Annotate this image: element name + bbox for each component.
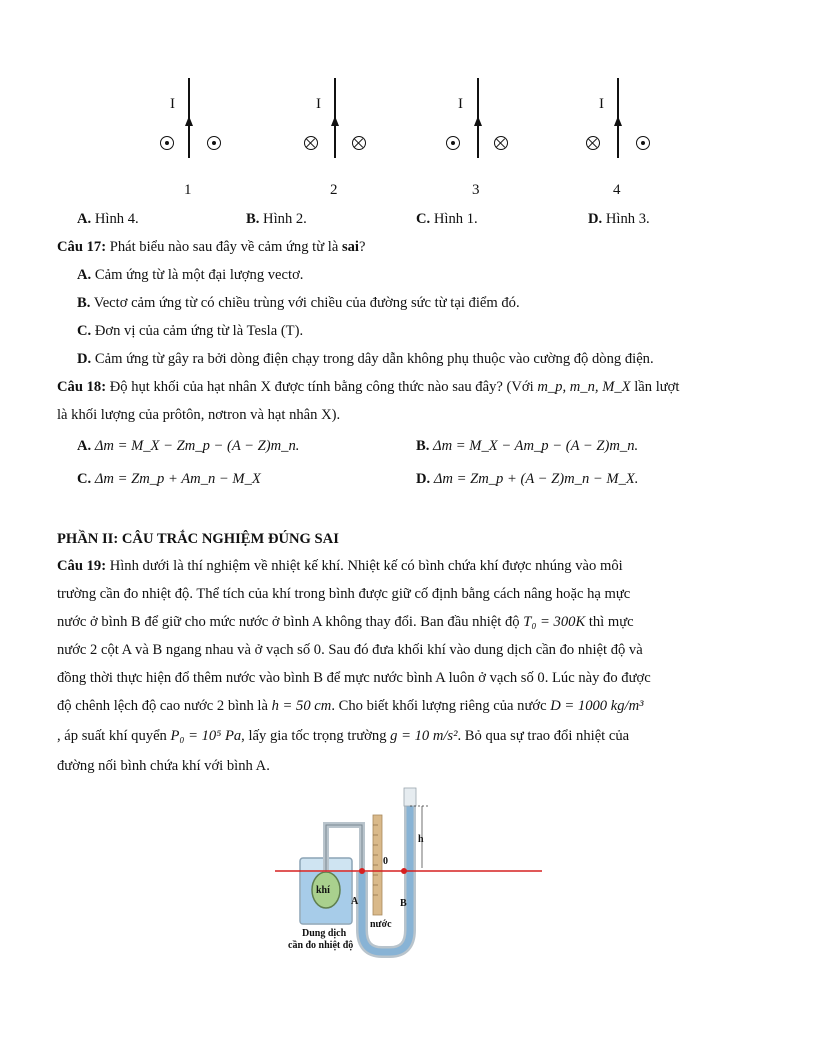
q19-line-6 — [57, 696, 643, 716]
stem-text: Độ hụt khối của hạt nhân X được tính bằng công thức nào sau đây? (Với — [106, 379, 538, 395]
stem-emphasis: sai — [341, 239, 359, 255]
q19-text: độ chênh lệch độ cao nước 2 bình là — [57, 698, 272, 714]
column-b-label: B — [400, 898, 407, 909]
q19-line-5: đồng thời thực hiện đổ thêm nước vào bình B để mực nước bình A luôn ở vạch số 0. Lúc này đo được — [57, 670, 651, 686]
figure-2 — [298, 78, 378, 198]
figure-1 — [150, 78, 230, 198]
option-label: C. — [77, 323, 92, 339]
level-marker-a — [359, 868, 365, 874]
q19-text: . Cho biết khối lượng riêng của nước — [331, 698, 551, 714]
question-label: Câu 19: — [57, 558, 107, 574]
current-arrow-icon — [331, 116, 339, 126]
q17-stem — [57, 237, 365, 257]
field-in-icon — [304, 136, 318, 150]
q19-formula: P₀ = 10⁵ Pa — [170, 728, 242, 744]
q17-option-a[interactable] — [77, 265, 303, 285]
option-text: Hình 1. — [433, 211, 478, 227]
q19-text: , áp suất khí quyển — [57, 728, 171, 744]
q18-option-a[interactable] — [77, 436, 299, 456]
q19-text: nước ở bình B để giữ cho mức nước ở bình A không thay đổi. Ban đầu nhiệt độ — [57, 614, 524, 630]
field-out-icon — [446, 136, 460, 150]
q16-option-d[interactable] — [588, 209, 650, 229]
q19-line-7 — [57, 726, 629, 746]
q19-text: . Bỏ qua sự trao đổi nhiệt của — [457, 728, 630, 744]
stem-text: Phát biểu nào sau đây về cảm ứng từ là — [106, 239, 342, 255]
current-label-I: I — [316, 96, 321, 112]
current-label-I: I — [599, 96, 604, 112]
field-in-icon — [586, 136, 600, 150]
option-label: B. — [416, 438, 430, 454]
field-out-icon — [160, 136, 174, 150]
q19-formula: D = 1000 kg/m³ — [550, 698, 644, 714]
figure-number: 1 — [184, 182, 192, 198]
option-label: C. — [416, 211, 431, 227]
q18-option-c[interactable] — [77, 469, 261, 489]
field-out-icon — [636, 136, 650, 150]
question-label: Câu 17: — [57, 239, 107, 255]
q18-option-d[interactable] — [416, 469, 638, 489]
question-label: Câu 18: — [57, 379, 107, 395]
water-label: nước — [370, 919, 392, 930]
part2-heading: PHẦN II: CÂU TRẮC NGHIỆM ĐÚNG SAI — [57, 531, 339, 547]
option-formula: Δm = M_X − Am_p − (A − Z)m_n. — [433, 438, 639, 454]
stem-text-end: lần lượt — [630, 379, 680, 395]
gas-label: khí — [316, 885, 330, 896]
q17-option-c[interactable] — [77, 321, 303, 341]
option-formula: Δm = Zm_p + Am_n − M_X — [94, 471, 261, 487]
q18-option-b[interactable] — [416, 436, 638, 456]
option-text: Cảm ứng từ là một đại lượng vectơ. — [91, 267, 304, 283]
option-text: Hình 2. — [263, 211, 307, 227]
q19-text: , lấy gia tốc trọng trường — [241, 728, 391, 744]
field-in-icon — [352, 136, 366, 150]
option-label: A. — [77, 438, 92, 454]
solution-label-1: Dung dịch — [302, 928, 347, 939]
option-label: D. — [588, 211, 603, 227]
option-label: D. — [416, 471, 431, 487]
current-arrow-icon — [614, 116, 622, 126]
option-label: B. — [246, 211, 260, 227]
solution-label-2: cần đo nhiệt độ — [288, 940, 354, 951]
level-marker-b — [401, 868, 407, 874]
figure-3 — [440, 78, 520, 198]
h-label: h — [418, 834, 424, 845]
current-label-I: I — [458, 96, 463, 112]
option-text: Hình 3. — [605, 211, 650, 227]
q17-option-d[interactable] — [77, 349, 654, 369]
current-label-I: I — [170, 96, 175, 112]
q17-option-b[interactable] — [77, 293, 520, 313]
option-text: Đơn vị của cảm ứng từ là Tesla (T). — [91, 323, 304, 339]
q19-line-2: trường cần đo nhiệt độ. Thể tích của khí trong bình được giữ cố định bằng cách nâng hoặc hạ mực — [57, 586, 631, 602]
option-text: Vectơ cảm ứng từ có chiều trùng với chiều của đường sức từ tại điểm đó. — [90, 295, 520, 311]
q19-formula: T₀ = 300K — [523, 614, 586, 630]
option-label: A. — [77, 267, 92, 283]
option-label: B. — [77, 295, 91, 311]
option-label: C. — [77, 471, 92, 487]
current-arrow-icon — [185, 116, 193, 126]
q19-line-4: nước 2 cột A và B ngang nhau và ở vạch số 0. Sau đó đưa khối khí vào dung dịch cần đo nhiệt độ và — [57, 642, 643, 658]
option-label: D. — [77, 351, 92, 367]
q19-text: Hình dưới là thí nghiệm về nhiệt kế khí. Nhiệt kế có bình chứa khí được nhúng vào môi — [106, 558, 623, 574]
current-arrow-icon — [474, 116, 482, 126]
column-a-label: A — [351, 896, 359, 907]
gas-thermometer-figure — [270, 780, 550, 960]
q18-stem-line-2: là khối lượng của prôtôn, nơtron và hạt nhân X). — [57, 407, 341, 423]
stem-end: ? — [358, 239, 366, 255]
q16-option-b[interactable] — [246, 209, 307, 229]
stem-variables: m_p, m_n, M_X — [537, 379, 631, 395]
field-out-icon — [207, 136, 221, 150]
option-text: Hình 4. — [94, 211, 139, 227]
q19-formula: h = 50 cm — [271, 698, 332, 714]
q19-text: thì mực — [585, 614, 634, 630]
figure-number: 4 — [613, 182, 621, 198]
b-open-top — [404, 788, 416, 806]
q19-line-8: đường nối bình chứa khí với bình A. — [57, 758, 270, 774]
field-in-icon — [494, 136, 508, 150]
figure-4 — [582, 78, 662, 198]
q19-line-3 — [57, 612, 634, 632]
option-formula: Δm = M_X − Zm_p − (A − Z)m_n. — [94, 438, 300, 454]
q18-stem-line-1 — [57, 377, 679, 397]
q19-formula: g = 10 m/s² — [390, 728, 458, 744]
q16-option-a[interactable] — [77, 209, 139, 229]
option-label: A. — [77, 211, 92, 227]
q19-line-1 — [57, 556, 623, 576]
option-text: Cảm ứng từ gây ra bởi dòng điện chạy trong dây dẫn không phụ thuộc vào cường độ dòng điện. — [91, 351, 654, 367]
zero-mark-label: 0 — [383, 856, 388, 867]
option-formula: Δm = Zm_p + (A − Z)m_n − M_X. — [433, 471, 639, 487]
figure-number: 2 — [330, 182, 338, 198]
figure-number: 3 — [472, 182, 480, 198]
q16-option-c[interactable] — [416, 209, 478, 229]
